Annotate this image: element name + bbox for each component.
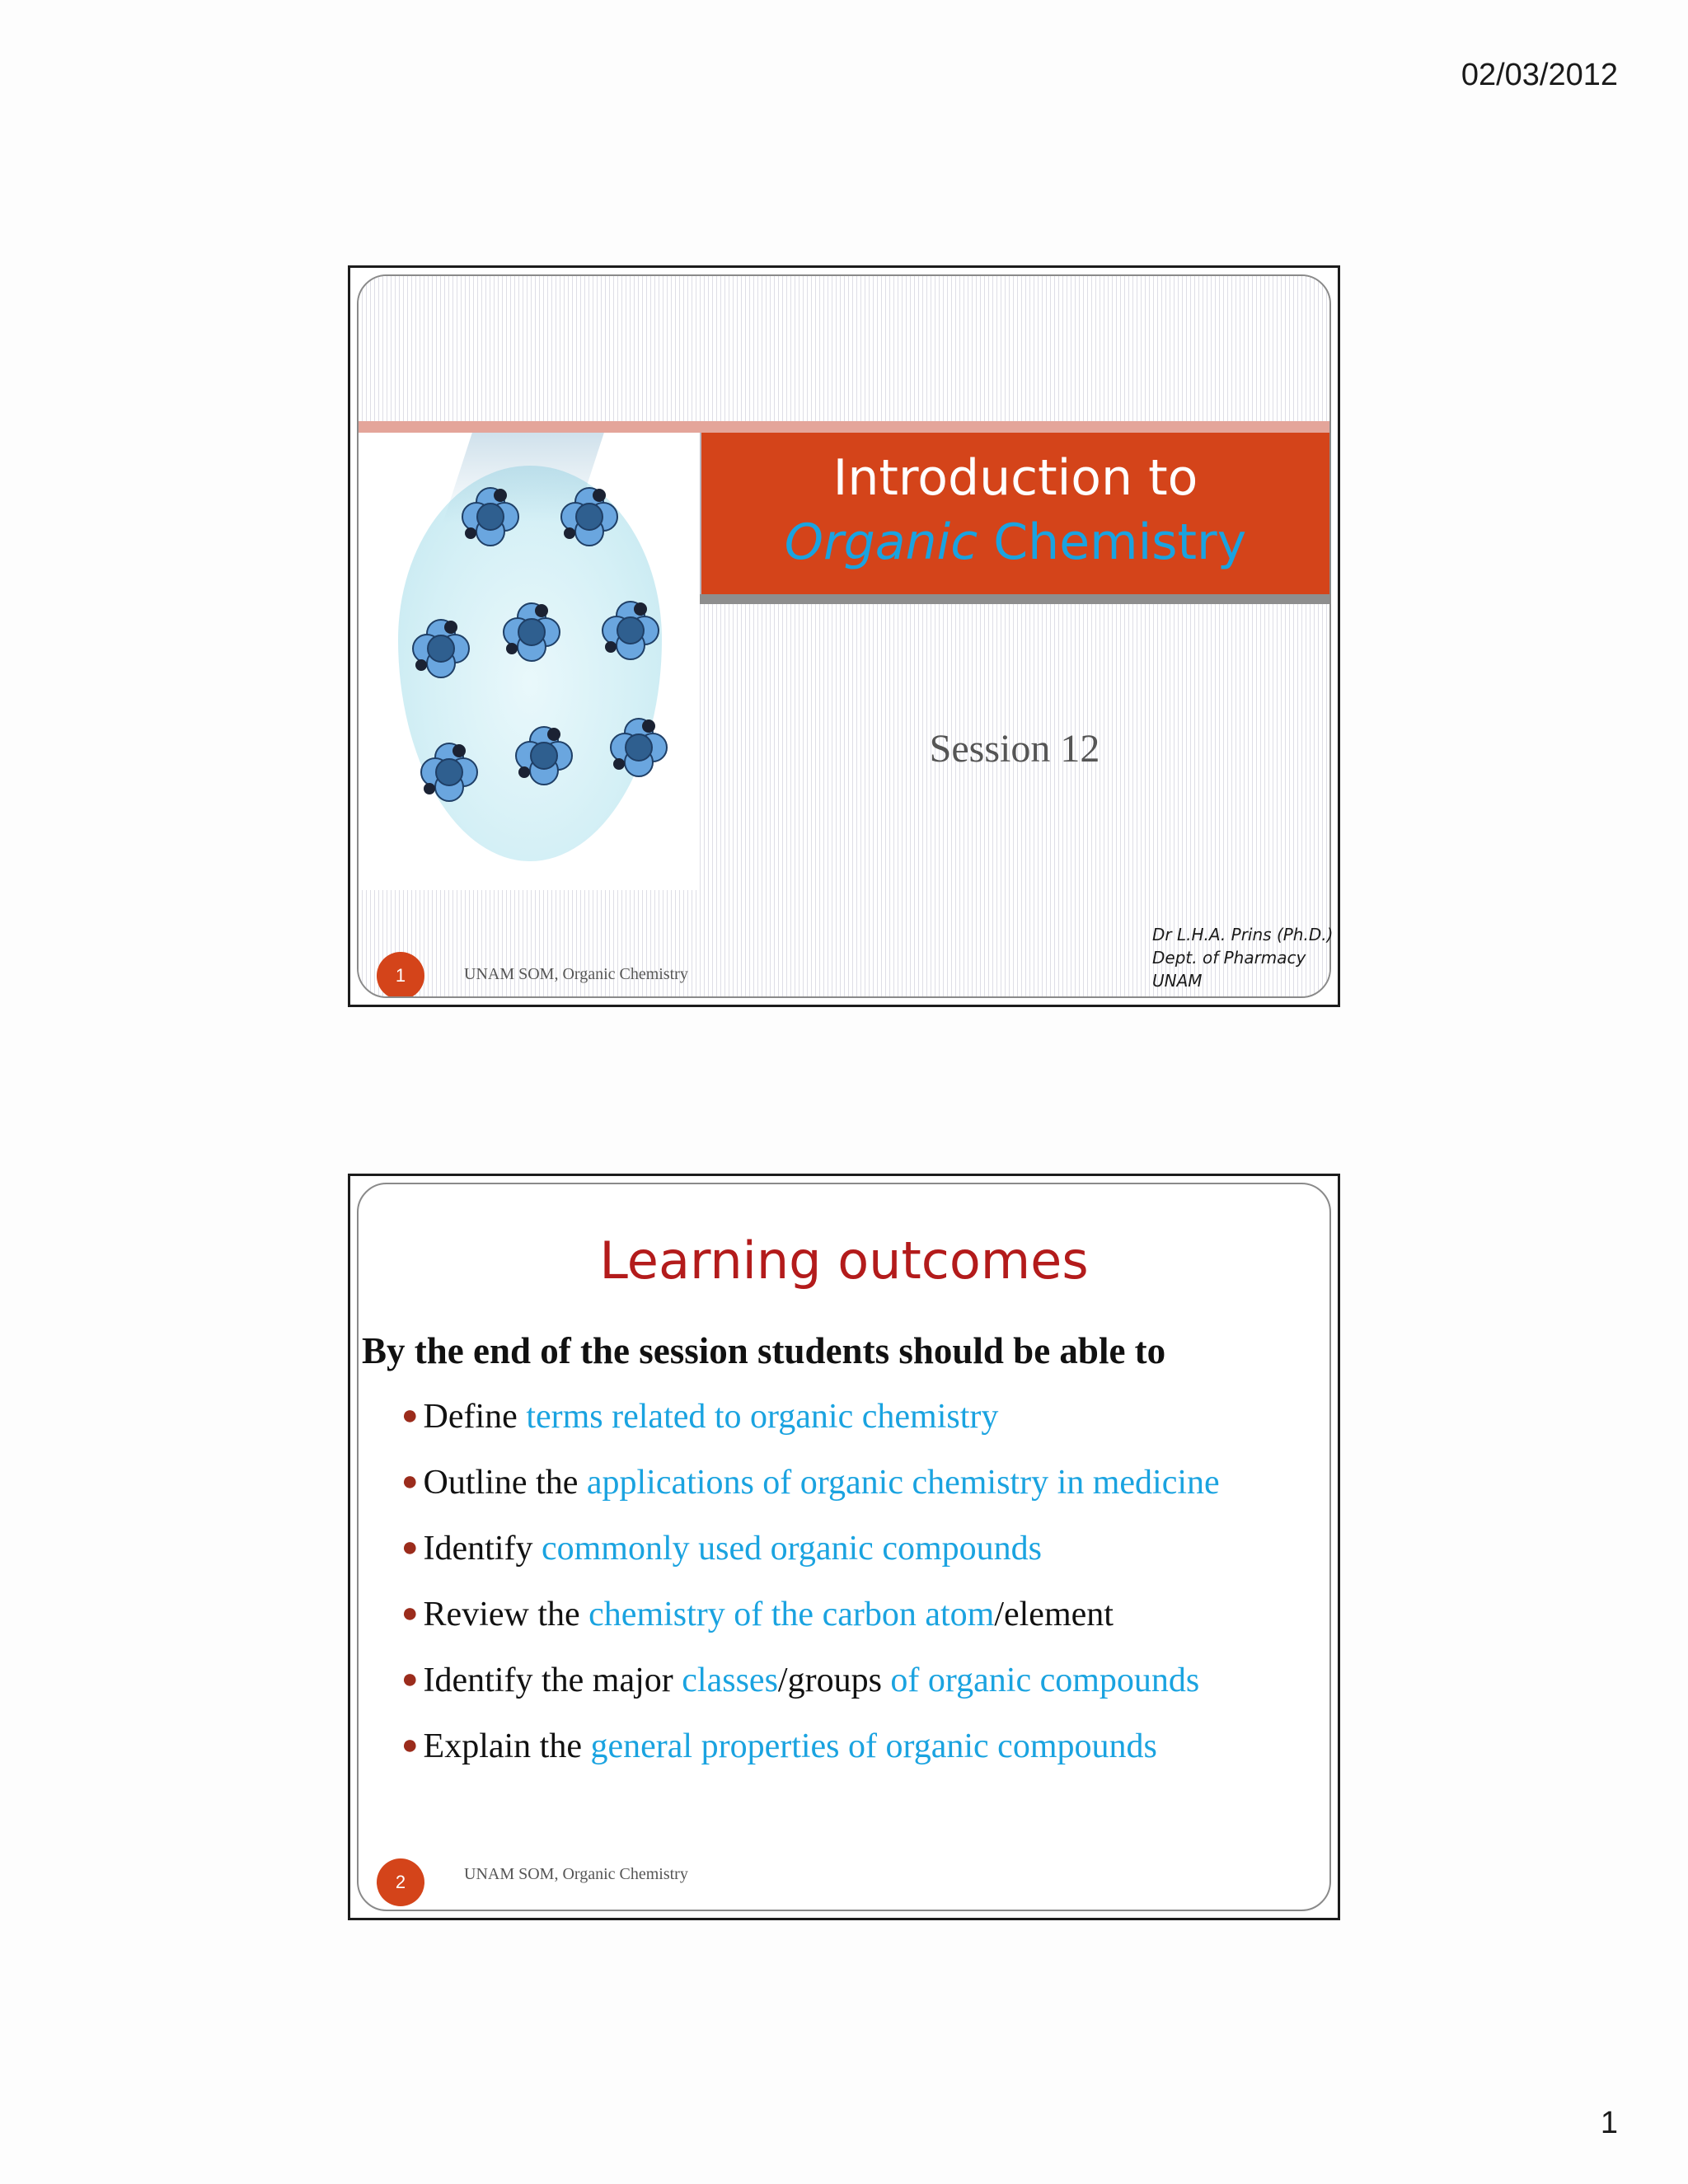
learning-outcomes-title: Learning outcomes	[599, 1230, 1089, 1291]
title-accent-band	[359, 421, 1329, 433]
outcome-highlight: general properties of organic compounds	[590, 1727, 1157, 1765]
title-rest-word: Chemistry	[978, 513, 1247, 571]
slide-2	[348, 1174, 1340, 1920]
molecule-icon	[611, 719, 667, 776]
molecule-icon	[413, 620, 469, 677]
title-underline	[700, 594, 1329, 604]
author-institution: UNAM	[1152, 971, 1203, 991]
molecule-icon	[561, 488, 617, 546]
author-name: Dr L.H.A. Prins (Ph.D.)	[1152, 925, 1334, 944]
slide-number-badge: 2	[377, 1858, 424, 1906]
outcome-highlight: chemistry of the carbon atom	[588, 1596, 995, 1633]
outcome-highlight: of organic compounds	[890, 1661, 1200, 1699]
outcome-highlight: terms related to organic chemistry	[526, 1398, 999, 1436]
slide-footer: UNAM SOM, Organic Chemistry	[464, 965, 688, 983]
molecule-icon	[462, 488, 518, 546]
slide-title-line1: Introduction to	[832, 449, 1198, 507]
title-banner	[700, 433, 1329, 594]
bullet-icon: ●	[401, 1532, 419, 1563]
learning-outcomes-intro: By the end of the session students should be able to	[362, 1330, 1166, 1371]
title-italic-word: Organic	[784, 513, 978, 571]
slide-1-content	[357, 274, 1334, 998]
slide-footer: UNAM SOM, Organic Chemistry	[464, 1865, 688, 1883]
bullet-icon: ●	[401, 1466, 419, 1497]
outcome-text: Review the	[423, 1596, 589, 1633]
bullet-icon: ●	[401, 1400, 419, 1431]
page-date: 02/03/2012	[1461, 58, 1618, 92]
outcome-highlight: commonly used organic compounds	[542, 1530, 1042, 1568]
molecule-icon	[516, 727, 572, 785]
page-number: 1	[1600, 2106, 1618, 2140]
list-item	[401, 1661, 1220, 1727]
author-block	[1152, 923, 1333, 992]
outcome-highlight: classes	[682, 1661, 778, 1699]
author-dept: Dept. of Pharmacy	[1152, 948, 1306, 968]
session-label: Session 12	[929, 727, 1100, 771]
list-item	[401, 1463, 1220, 1529]
molecule-image	[359, 433, 700, 890]
molecule-icon	[504, 603, 560, 661]
outcome-text: Identify the major	[423, 1661, 682, 1699]
outcome-text: Explain the	[423, 1727, 591, 1765]
outcome-text: Define	[423, 1398, 527, 1436]
outcomes-list	[401, 1397, 1220, 1793]
list-item	[401, 1595, 1220, 1661]
slide-number-badge: 1	[377, 952, 424, 998]
outcome-text: Outline the	[423, 1464, 587, 1502]
slide-2-content	[357, 1183, 1331, 1911]
bullet-icon: ●	[401, 1598, 419, 1629]
bullet-icon: ●	[401, 1730, 419, 1760]
list-item	[401, 1397, 1220, 1463]
slide-title-line2	[701, 513, 1329, 571]
molecule-icon	[421, 743, 477, 801]
slide-1	[348, 265, 1340, 1007]
list-item	[401, 1529, 1220, 1595]
outcome-highlight: applications of organic chemistry in medicine	[586, 1464, 1220, 1502]
bullet-icon: ●	[401, 1664, 419, 1694]
outcome-text: Identify	[423, 1530, 542, 1568]
outcome-text: /groups	[777, 1661, 891, 1699]
outcome-text: /element	[994, 1596, 1114, 1633]
molecules-graphic	[359, 433, 700, 890]
molecule-icon	[603, 602, 659, 659]
list-item	[401, 1727, 1220, 1793]
